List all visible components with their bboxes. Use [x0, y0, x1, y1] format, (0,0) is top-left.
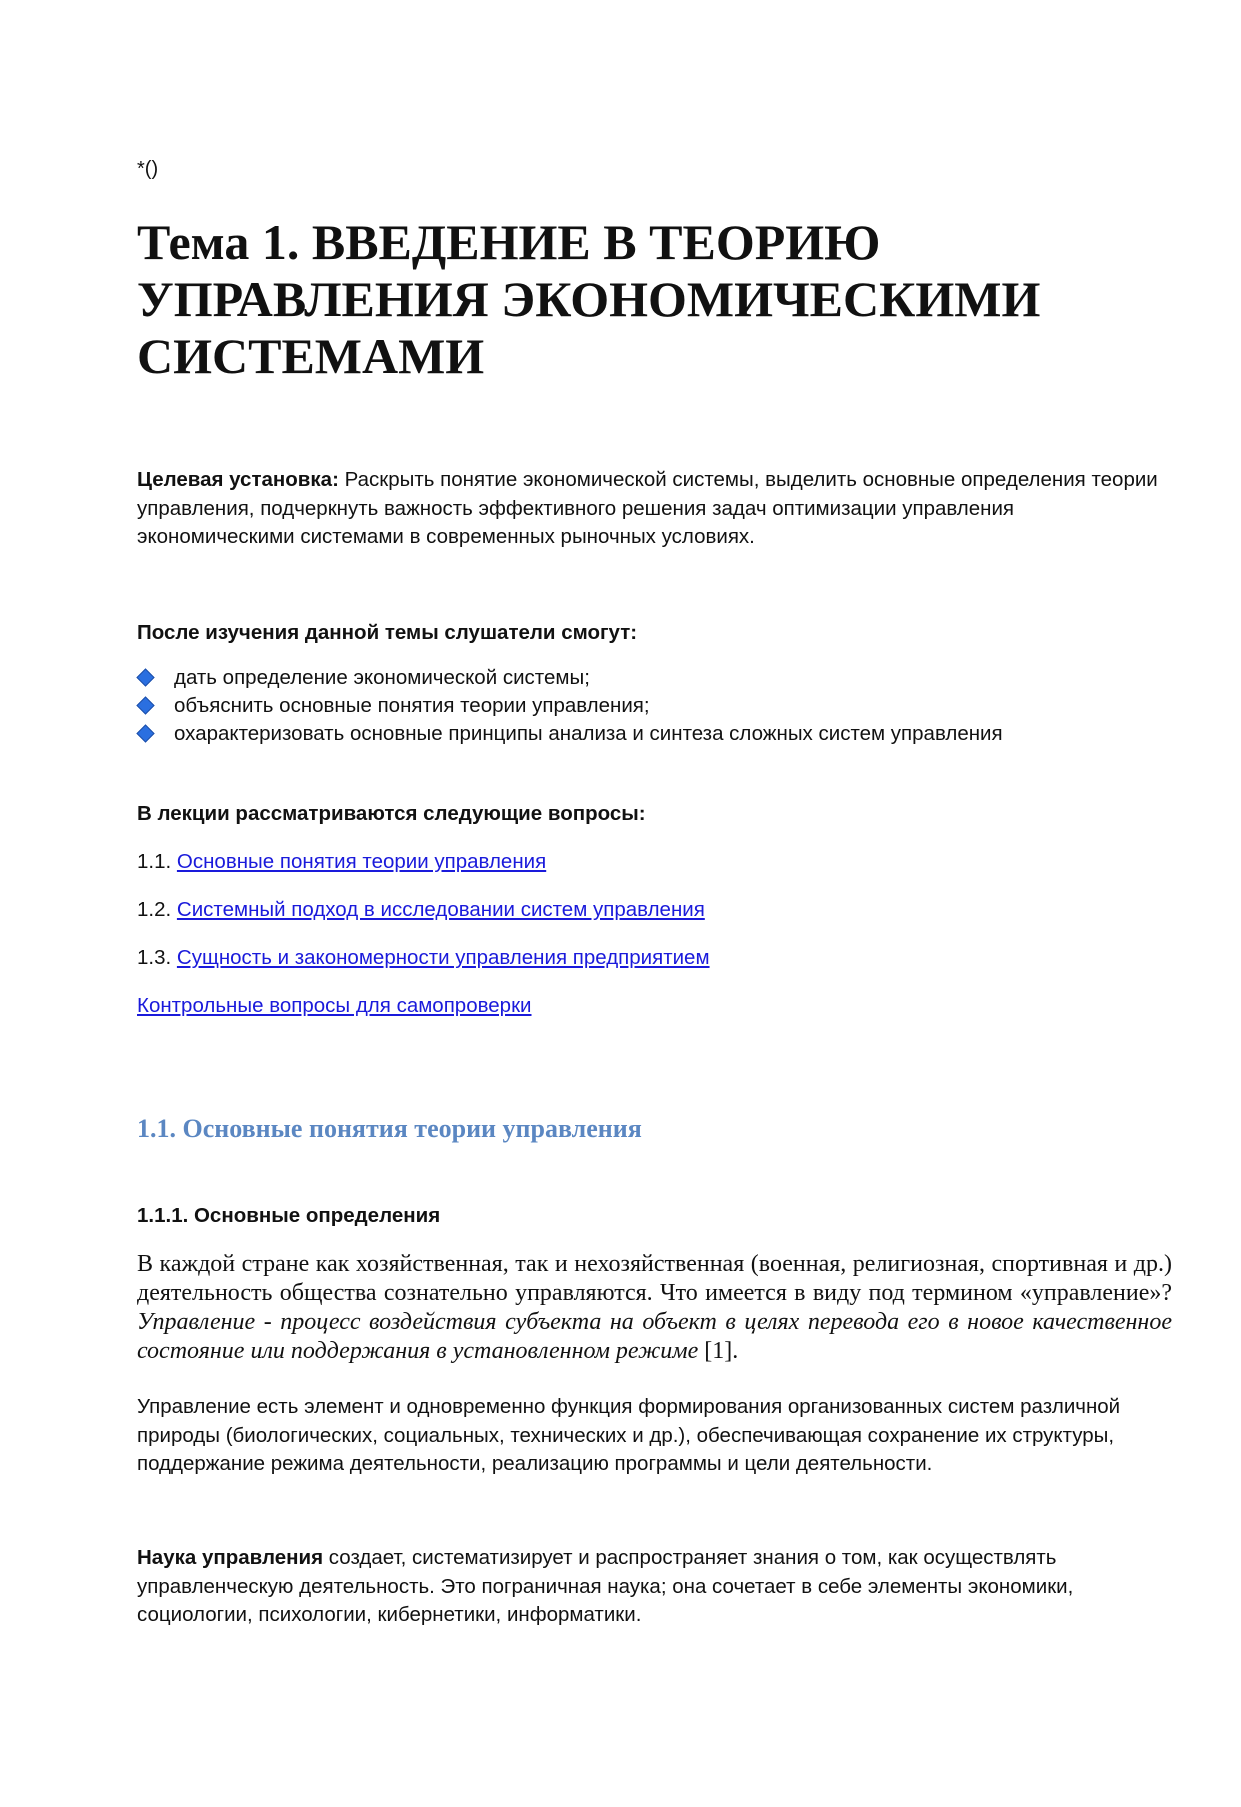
toc-link-1-2[interactable]: Системный подход в исследовании систем управления [176, 898, 705, 921]
toc-item-self-check [137, 992, 532, 1020]
diamond-bullet-icon [136, 724, 154, 742]
section-heading: 1.1. Основные понятия теории управления [137, 1114, 642, 1143]
subsection-heading: 1.1.1. Основные определения [137, 1204, 441, 1227]
self-check-link[interactable]: Контрольные вопросы для самопроверки [137, 994, 532, 1017]
definition-paragraph: В каждой стране как хозяйственная, так и нехозяйственная (военная, религиозная, спортивная и др.) деятельность общества сознательно управляются. Что имеется в виду под термином «управление»? Управление - процесс воздействия субъекта на объект в целях перевода его в новое качественное состояние или поддержания в установленном режиме [1]. [137, 1251, 1172, 1364]
goal-label: Целевая установка: [137, 468, 339, 491]
goal-text: Раскрыть понятие экономической системы, выделить основные определения теории управления, подчеркнуть важность эффективного решения задач оптимизации управления экономическими системами в современных рыночных условиях. [137, 468, 1158, 548]
toc-link-1-1[interactable]: Основные понятия теории управления [176, 850, 547, 873]
science-paragraph: Наука управления создает, систематизирует и распространяет знания о том, как осуществлять управленческую деятельность. Это пограничная наука; она сочетает в себе элементы экономики, социологии, психологии, кибернетики, информатики. [137, 1546, 1074, 1626]
toc-item-1-3: 1.3. Сущность и закономерности управления предприятием [137, 946, 710, 969]
science-term: Наука управления [137, 1546, 324, 1569]
outcomes-list [137, 664, 1003, 748]
diamond-bullet-icon [136, 696, 154, 714]
toc-item-1-2: 1.2. Системный подход в исследовании систем управления [137, 898, 705, 921]
list-item: дать определение экономической системы; [137, 664, 1003, 692]
outcomes-heading: После изучения данной темы слушатели смогут: [137, 621, 638, 644]
toc-link-1-3[interactable]: Сущность и закономерности управления предприятием [176, 946, 710, 969]
toc-item-1-1: 1.1. Основные понятия теории управления [137, 850, 547, 873]
definition-italic: Управление - процесс воздействия субъекта на объект в целях перевода его в новое качественное состояние или поддержания в установленном режиме [137, 1309, 1172, 1364]
diamond-bullet-icon [136, 668, 154, 686]
list-item: объяснить основные понятия теории управления; [137, 692, 1003, 720]
management-paragraph: Управление есть элемент и одновременно функция формирования организованных систем различной природы (биологических, социальных, технических и др.), обеспечивающая сохранение их структуры, поддержание режима деятельности, реализацию программы и цели деятельности. [137, 1395, 1121, 1475]
goal-paragraph [137, 466, 1177, 552]
page-marker: *() [137, 158, 159, 180]
questions-heading: В лекции рассматриваются следующие вопросы: [137, 802, 646, 825]
list-item: охарактеризовать основные принципы анализа и синтеза сложных систем управления [137, 720, 1003, 748]
page-title: Тема 1. ВВЕДЕНИЕ В ТЕОРИЮ УПРАВЛЕНИЯ ЭКОНОМИЧЕСКИМИ СИСТЕМАМИ [137, 214, 1041, 384]
